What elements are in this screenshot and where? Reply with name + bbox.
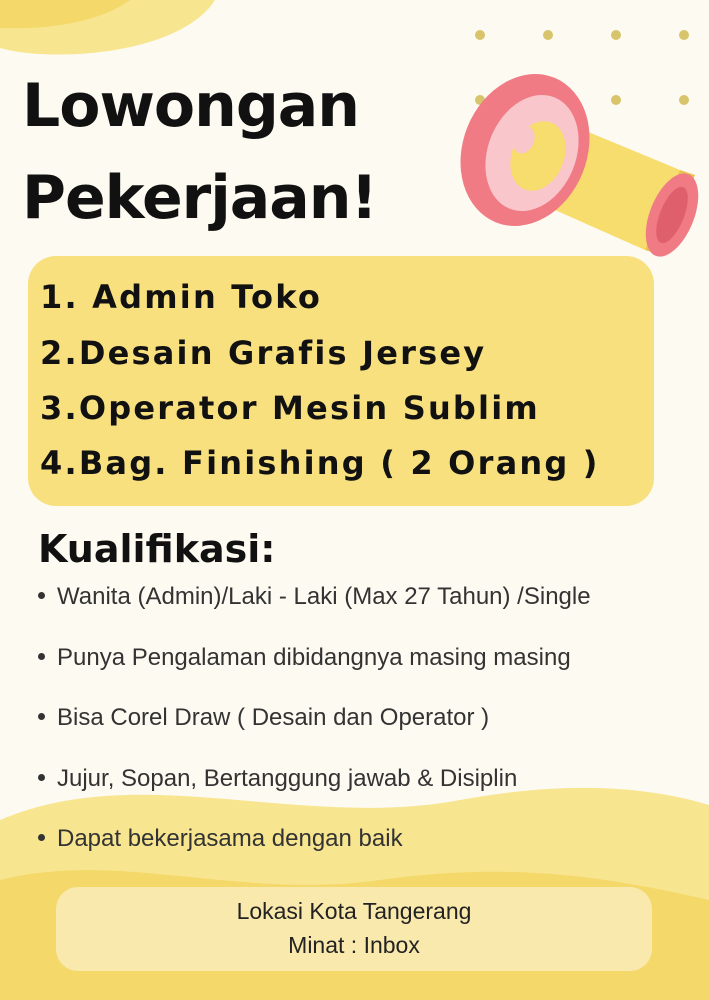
contact-text: Minat : Inbox xyxy=(288,932,420,958)
bullet-dot xyxy=(38,713,45,720)
qualification-item xyxy=(38,825,403,853)
qualification-item xyxy=(38,765,517,793)
bullet-dot xyxy=(38,653,45,660)
qualifications-heading: Kualifikasi: xyxy=(38,527,276,571)
job-item-3: 3.Operator Mesin Sublim xyxy=(40,389,540,427)
page-title-line2: Pekerjaan! xyxy=(22,163,377,233)
qualification-text: Punya Pengalaman dibidangnya masing masing xyxy=(57,644,571,671)
footer-box xyxy=(56,887,652,971)
location-text: Lokasi Kota Tangerang xyxy=(236,898,472,924)
megaphone-icon xyxy=(440,40,705,270)
bullet-dot xyxy=(38,774,45,781)
job-list-panel xyxy=(28,256,654,506)
qualification-text: Bisa Corel Draw ( Desain dan Operator ) xyxy=(57,704,490,731)
qualification-item xyxy=(38,704,489,732)
qualification-item xyxy=(38,644,571,672)
qualification-item xyxy=(38,583,591,611)
bullet-dot xyxy=(38,834,45,841)
qualification-text: Wanita (Admin)/Laki - Laki (Max 27 Tahun) /Single xyxy=(57,583,591,610)
page-title-line1: Lowongan xyxy=(22,71,359,141)
job-item-1: 1. Admin Toko xyxy=(40,278,323,316)
job-item-4: 4.Bag. Finishing ( 2 Orang ) xyxy=(40,444,600,482)
qualification-text: Jujur, Sopan, Bertanggung jawab & Disiplin xyxy=(57,765,518,792)
bullet-dot xyxy=(38,592,45,599)
qualification-text: Dapat bekerjasama dengan baik xyxy=(57,825,403,852)
job-item-2: 2.Desain Grafis Jersey xyxy=(40,334,487,372)
